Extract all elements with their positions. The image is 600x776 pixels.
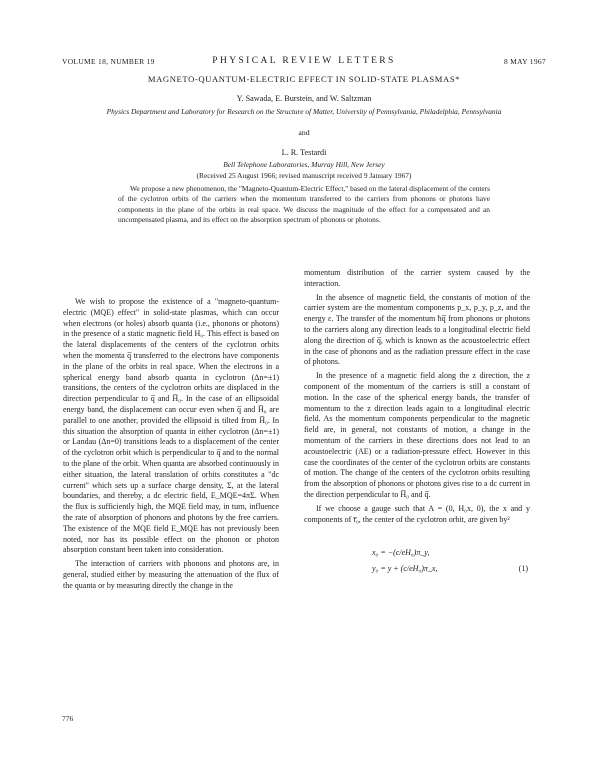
author-list-1: Y. Sawada, E. Burstein, and W. Saltzman	[236, 94, 372, 103]
abstract: We propose a new phenomenon, the "Magneto-Quantum-Electric Effect," based on the lateral displacement of the centers of the cyclotron orbits of the carriers when the momentum transferred to the carriers from phonons or photons have components in the plane of the orbits in real space. We discuss the magnitude of the effect for a compensated and an uncompensated plasma, and its effect on the absorption spectrum of phonons or photons.	[118, 184, 490, 225]
right-column	[304, 268, 530, 581]
author-list-2: L. R. Testardi	[281, 147, 327, 157]
paper-title: MAGNETO-QUANTUM-ELECTRIC EFFECT IN SOLID-STATE PLASMAS*	[147, 74, 461, 84]
left-column	[63, 297, 279, 595]
body-paragraph: The interaction of carriers with phonons and photons are, in general, studied either by measuring the attenuation of the flux of the quanta or by measuring directly the change in the	[63, 559, 279, 590]
equation-number: (1)	[518, 564, 528, 574]
equation-line-y0: y₀ = y + (c/eH₀)π_x,	[372, 564, 438, 574]
body-paragraph: If we choose a gauge such that A = (0, H₀x, 0), the x and y components of r̅₀, the center of the cyclotron orbit, are given by²	[304, 503, 530, 524]
running-head	[62, 57, 546, 71]
body-paragraph: In the presence of a magnetic field along the z direction, the z component of the momentum of the carriers is still a constant of motion. In the case of the spherical energy bands, the transfer of momentum to the z direction leads again to a longitudinal electric field. As the momentum components perpendicular to the magnetic field are, in general, not constants of motion, a change in the momentum of the carriers in these directions does not lead to an acoustoelectric (AE) or a radiation-pressure effect. However in this case the coordinates of the center of the cyclotron orbits are constants of motion. The change of the centers of the cyclotron orbits resulting from the absorption of phonons or photons gives rise to a dc current in the direction perpendicular to H̅₀ and q̅.	[304, 371, 530, 499]
affiliation-1: Physics Department and Laboratory for Research on the Structure of Matter, University of Pennsylvania, Philadelphia, Pennsylvania	[106, 107, 502, 116]
journal-name: PHYSICAL REVIEW LETTERS	[212, 56, 396, 66]
affiliation-2: Bell Telephone Laboratories, Murray Hill, New Jersey	[223, 159, 385, 169]
issue-date: 8 MAY 1967	[503, 57, 546, 66]
equation-line-x0: x₀ = −(c/eH₀)π_y,	[372, 548, 430, 558]
title-block	[62, 74, 546, 180]
body-paragraph: We wish to propose the existence of a "magneto-quantum-electric (MQE) effect" in solid-state plasmas, which can occur when electrons (or holes) absorb quanta (i.e., phonons or photons) in the presence of a static magnetic field H₀. This effect is based on the lateral displacements of the centers of the cyclotron orbits when the momenta q̅ transferred to the electrons have components in the plane of the orbits in real space. When the electrons in a spherical energy band absorb quanta in cyclotron (Δn=±1) transitions, the centers of the cyclotron orbits are displaced in the direction perpendicular to q̅ and H̅₀. In the case of an ellipsoidal energy band, the displacement can occur even when q̅ and H̅₀ are parallel to one another, provided the ellipsoid is tilted from H̅₀. In this situation the absorption of quanta in either cyclotron (Δn=±1) or Landau (Δn=0) transitions leads to a displacement of the center of the cyclotron orbit which is perpendicular to q̅ and to the normal to the plane of the orbit. When quanta are absorbed continuously in either situation, the lateral translation of orbits constitutes a "dc current" which sets up a surface charge density, Σ, at the lateral boundaries, and thereby, a dc electric field, E_MQE=4πΣ. When the flux is sufficiently high, the MQE field may, in turn, influence the rate of absorption of phonons and photons by the free carriers. The existence of the MQE field E_MQE has not previously been noted, nor has its possible effect on the phonon or photon absorption constant been taken into consideration.	[63, 297, 279, 555]
page-number: 776	[62, 714, 74, 723]
volume-number: VOLUME 18, NUMBER 19	[62, 57, 155, 66]
equation-1	[304, 545, 530, 581]
body-paragraph: momentum distribution of the carrier system caused by the interaction.	[304, 268, 530, 288]
and-separator: and	[298, 127, 310, 137]
received-date: (Received 25 August 1966; revised manuscript received 9 January 1967)	[196, 170, 412, 180]
body-paragraph: In the absence of magnetic field, the constants of motion of the carrier system are the momentum components p_x, p_y, p_z, and the energy ε. The transfer of the momentum ħq̅ from phonons or photons to the carriers along any direction leads to a longitudinal electric field along the direction of q̅, which is known as the acoustoelectric effect in the case of phonons and as the radiation pressure effect in the case of photons.	[304, 292, 530, 367]
